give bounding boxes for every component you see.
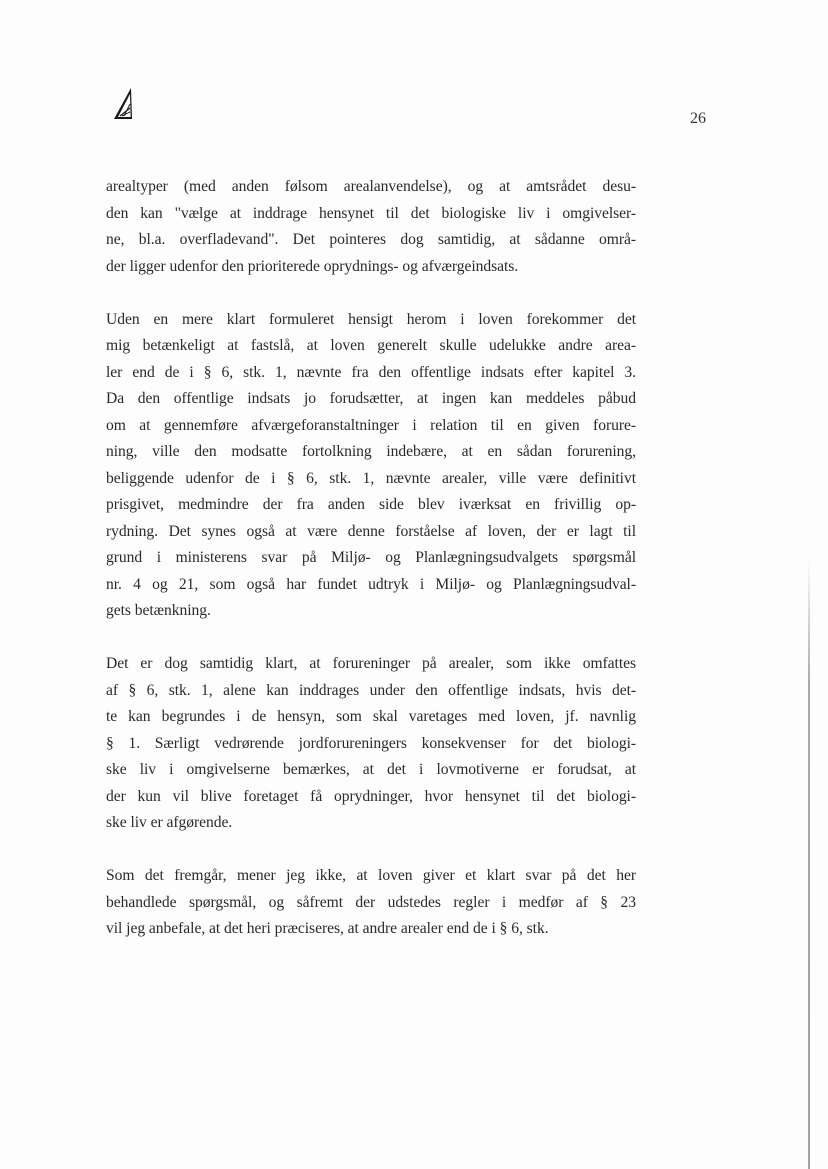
text-line: ne, bl.a. overfladevand". Det pointeres dog samtidig, at sådanne områ- (106, 231, 636, 248)
text-line: vil jeg anbefale, at det heri præciseres, at andre arealer end de i § 6, stk. (106, 920, 549, 937)
paragraph-2 (106, 307, 636, 625)
text-line: beliggende udenfor de i § 6, stk. 1, nævnte arealer, ville være definitivt (106, 469, 636, 487)
paragraph-4 (106, 863, 636, 943)
text-line: ske liv er afgørende. (106, 814, 233, 831)
text-line: om at gennemføre afværgeforanstaltninger i relation til en given forure- (106, 416, 636, 434)
text-line: te kan begrundes i de hensyn, som skal varetages med loven, jf. navnlig (106, 708, 636, 725)
text-line: mig betænkeligt at fastslå, at loven generelt skulle udelukke andre area- (106, 337, 636, 354)
paragraph-gap (106, 280, 636, 307)
text-line: prisgivet, medmindre der fra anden side blev iværksat en frivillig op- (106, 496, 636, 513)
text-line: arealtyper (med anden følsom arealanvendelse), og at amtsrådet desu- (106, 178, 636, 195)
sail-triangle-logo-icon (112, 86, 138, 120)
text-line: gets betænkning. (106, 602, 211, 619)
body-text (106, 174, 636, 943)
text-line: den kan "vælge at inddrage hensynet til det biologiske liv i omgivelser- (106, 204, 636, 222)
paragraph-3 (106, 651, 636, 837)
paragraph-1 (106, 174, 636, 280)
text-line: ler end de i § 6, stk. 1, nævnte fra den offentlige indsats efter kapitel 3. (106, 363, 636, 381)
text-line: behandlede spørgsmål, og såfremt der udstedes regler i medfør af § 23 (106, 893, 636, 911)
text-line: der ligger udenfor den prioriterede oprydnings- og afværgeindsats. (106, 257, 519, 275)
text-line: § 1. Særligt vedrørende jordforureningers konsekvenser for det biologi- (106, 734, 636, 752)
text-line: ske liv i omgivelserne bemærkes, at det i lovmotiverne er forudsat, at (106, 761, 636, 778)
text-line: grund i ministerens svar på Miljø- og Planlægningsudvalgets spørgsmål (106, 549, 636, 566)
text-line: Det er dog samtidig klart, at forureninger på arealer, som ikke omfattes (106, 655, 636, 672)
page-number: 26 (690, 110, 706, 127)
text-line: der kun vil blive foretaget få oprydninger, hvor hensynet til det biologi- (106, 787, 636, 805)
text-line: rydning. Det synes også at være denne forståelse af loven, der er lagt til (106, 522, 636, 540)
text-line: Som det fremgår, mener jeg ikke, at loven giver et klart svar på det her (106, 867, 636, 884)
page-edge-shadow (808, 560, 810, 1169)
text-line: af § 6, stk. 1, alene kan inddrages under den offentlige indsats, hvis det- (106, 681, 636, 699)
text-line: nr. 4 og 21, som også har fundet udtryk i Miljø- og Planlægningsudval- (106, 575, 636, 593)
text-line: ning, ville den modsatte fortolkning indebære, at en sådan forurening, (106, 443, 636, 460)
paragraph-gap (106, 837, 636, 864)
text-line: Da den offentlige indsats jo forudsætter, at ingen kan meddeles påbud (106, 390, 636, 407)
paragraph-gap (106, 625, 636, 652)
text-line: Uden en mere klart formuleret hensigt herom i loven forekommer det (106, 310, 636, 328)
